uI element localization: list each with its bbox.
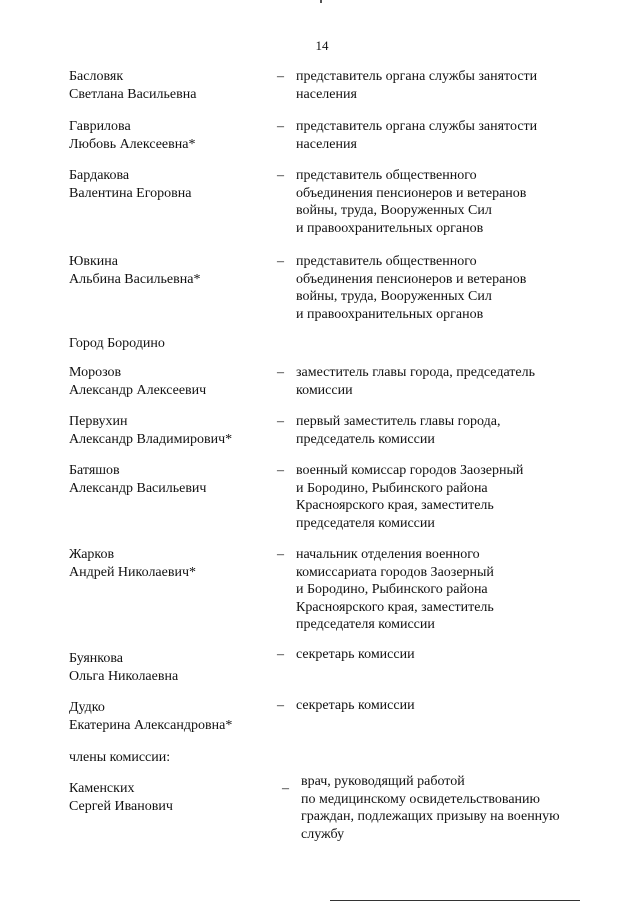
page-number: 14 [315, 38, 329, 53]
member-surname: Первухин [69, 414, 128, 429]
member-given-names: Екатерина Александровна* [69, 718, 233, 733]
bottom-rule [330, 900, 580, 901]
member-role: первый заместитель главы города, председатель комиссии [296, 414, 501, 447]
member-surname: Ювкина [69, 254, 118, 269]
member-given-names: Валентина Егоровна [69, 186, 192, 201]
section-heading-city: Город Бородино [69, 336, 165, 351]
member-role: представитель общественного объединения пенсионеров и ветеранов войны, труда, Вооруженных Сил и правоохранительных органов [296, 168, 527, 236]
member-role: секретарь комиссии [296, 647, 415, 662]
dash-separator: – [277, 365, 284, 380]
member-role: начальник отделения военного комиссариата городов Заозерный и Бородино, Рыбинского района Красноярского края, заместитель председателя комиссии [296, 547, 494, 633]
dash-separator: – [277, 414, 284, 429]
section-heading-members: члены комиссии: [69, 750, 171, 765]
member-surname: Буянкова [69, 651, 124, 666]
dash-separator: – [277, 547, 284, 562]
member-given-names: Александр Владимирович* [69, 432, 233, 447]
member-role: представитель общественного объединения пенсионеров и ветеранов войны, труда, Вооруженных Сил и правоохранительных органов [296, 254, 527, 322]
dash-separator: – [277, 647, 284, 662]
member-given-names: Сергей Иванович [69, 799, 173, 814]
dash-separator: – [277, 119, 284, 134]
member-role: военный комиссар городов Заозерный и Бородино, Рыбинского района Красноярского края, заместитель председателя комиссии [296, 463, 524, 531]
member-given-names: Любовь Алексеевна* [69, 137, 196, 152]
member-role: секретарь комиссии [296, 698, 415, 713]
dash-separator: – [277, 254, 284, 269]
member-given-names: Александр Васильевич [69, 481, 207, 496]
member-surname: Морозов [69, 365, 122, 380]
member-given-names: Андрей Николаевич* [69, 565, 196, 580]
member-surname: Каменских [69, 781, 135, 796]
member-surname: Гаврилова [69, 119, 131, 134]
member-given-names: Александр Алексеевич [69, 383, 207, 398]
member-role: врач, руководящий работой по медицинскому освидетельствованию граждан, подлежащих призыву на военную службу [301, 774, 560, 842]
dash-separator: – [282, 781, 289, 796]
member-surname: Дудко [69, 700, 105, 715]
member-surname: Бардакова [69, 168, 130, 183]
member-role: заместитель главы города, председатель комиссии [296, 365, 536, 398]
member-given-names: Альбина Васильевна* [69, 272, 201, 287]
member-surname: Басловяк [69, 69, 124, 84]
member-surname: Батяшов [69, 463, 120, 478]
member-role: представитель органа службы занятости населения [296, 119, 538, 152]
dash-separator: – [277, 168, 284, 183]
dash-separator: – [277, 698, 284, 713]
dash-separator: – [277, 463, 284, 478]
member-given-names: Светлана Васильевна [69, 87, 197, 102]
member-given-names: Ольга Николаевна [69, 669, 179, 684]
member-role: представитель органа службы занятости населения [296, 69, 538, 102]
scan-mark [320, 0, 322, 3]
dash-separator: – [277, 69, 284, 84]
member-surname: Жарков [69, 547, 115, 562]
